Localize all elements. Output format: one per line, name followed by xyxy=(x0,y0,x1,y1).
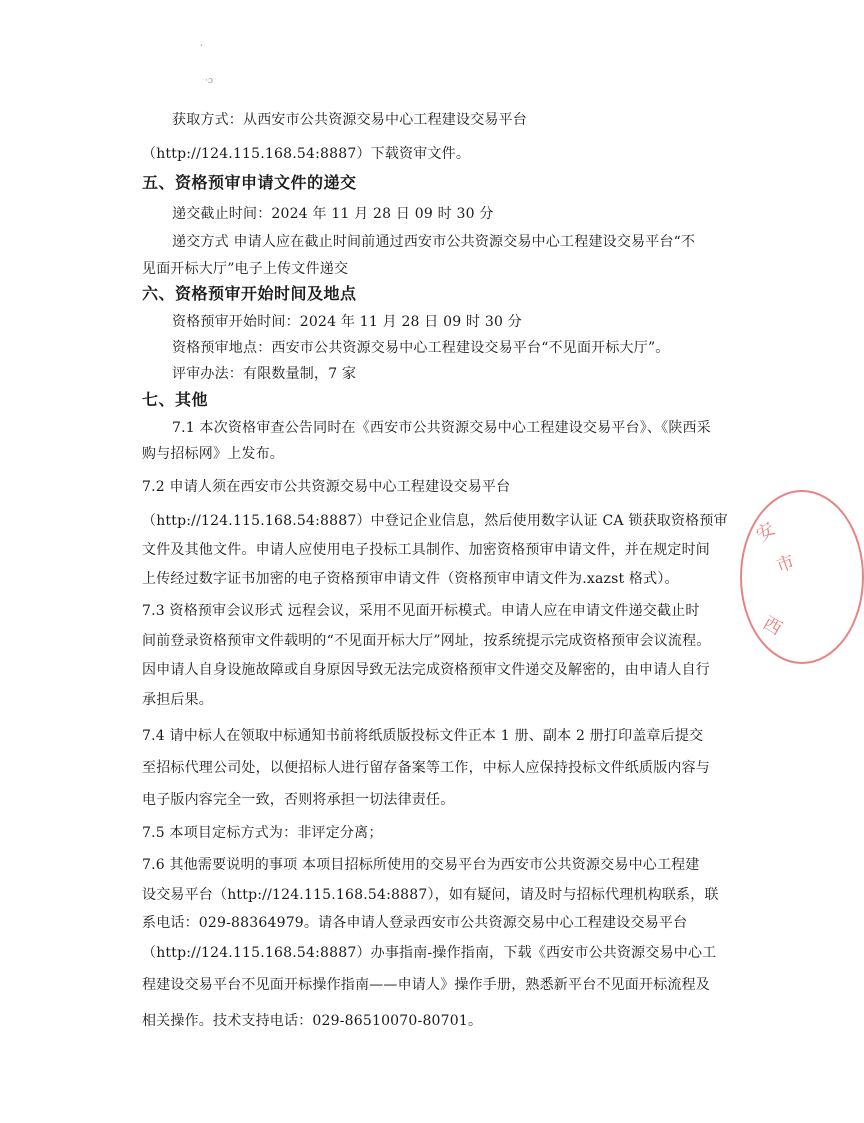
text-line: 设交易平台（http://124.115.168.54:8887），如有疑问，请及时与招标代理机构联系，联 xyxy=(142,887,719,903)
text-line: 7.6 其他需要说明的事项 本项目招标所使用的交易平台为西安市公共资源交易中心工程建 xyxy=(142,857,700,873)
text-line: 文件及其他文件。申请人应使用电子投标工具制作、加密资格预审申请文件，并在规定时间 xyxy=(142,542,710,558)
text-line: 程建设交易平台不见面开标操作指南——申请人》操作手册，熟悉新平台不见面开标流程及 xyxy=(142,977,710,993)
text-line: 间前登录资格预审文件载明的“不见面开标大厅”网址，按系统提示完成资格预审会议流程。 xyxy=(142,633,711,649)
text-line: 系电话：029-88364979。请各申请人登录西安市公共资源交易中心工程建设交易平台 xyxy=(142,915,688,931)
text-line: 电子版内容完全一致，否则将承担一切法律责任。 xyxy=(142,792,455,808)
section-heading: 五、资格预审申请文件的递交 xyxy=(142,173,357,192)
section-heading: 六、资格预审开始时间及地点 xyxy=(142,284,357,303)
text-line: 资格预审开始时间：2024 年 11 月 28 日 09 时 30 分 xyxy=(172,314,522,330)
text-line: 见面开标大厅”电子上传文件递交 xyxy=(142,261,349,277)
text-line: 7.5 本项目定标方式为：非评定分离； xyxy=(142,825,383,841)
text-line: 7.3 资格预审会议形式 远程会议，采用不见面开标模式。申请人应在申请文件递交截止时 xyxy=(142,603,700,619)
red-seal-stamp: 安 市 西 xyxy=(740,490,864,664)
text-line: 递交方式 申请人应在截止时间前通过西安市公共资源交易中心工程建设交易平台“不 xyxy=(172,234,696,250)
section-heading: 七、其他 xyxy=(142,390,209,409)
text-line: 资格预审地点：西安市公共资源交易中心工程建设交易平台“不见面开标大厅”。 xyxy=(172,340,670,356)
text-line: 7.4 请中标人在领取中标通知书前将纸质版投标文件正本 1 册、副本 2 册打印盖章后提交 xyxy=(142,728,704,744)
text-line: 7.2 申请人须在西安市公共资源交易中心工程建设交易平台 xyxy=(142,479,511,495)
text-line: 承担后果。 xyxy=(142,692,213,708)
text-line: 递交截止时间：2024 年 11 月 28 日 09 时 30 分 xyxy=(172,206,494,222)
text-line: 至招标代理公司处，以便招标人进行留存备案等工作，中标人应保持投标文件纸质版内容与 xyxy=(142,760,710,776)
text-line: （http://124.115.168.54:8887）办事指南-操作指南，下载《西安市公共资源交易中心工 xyxy=(142,945,717,961)
text-line: 相关操作。技术支持电话：029-86510070-80701。 xyxy=(142,1013,483,1029)
scan-speck: ·ɔ xyxy=(205,76,213,86)
scan-speck: ' xyxy=(200,44,203,54)
text-line: 7.1 本次资格审查公告同时在《西安市公共资源交易中心工程建设交易平台》、《陕西采 xyxy=(172,420,711,436)
text-line: （http://124.115.168.54:8887）下载资审文件。 xyxy=(142,146,471,162)
text-line: 因申请人自身设施故障或自身原因导致无法完成资格预审文件递交及解密的，由申请人自行 xyxy=(142,662,710,678)
text-line: 评审办法：有限数量制，7 家 xyxy=(172,366,357,382)
text-line: 获取方式：从西安市公共资源交易中心工程建设交易平台 xyxy=(172,112,527,128)
text-line: （http://124.115.168.54:8887）中登记企业信息，然后使用数字认证 CA 锁获取资格预审 xyxy=(142,513,728,529)
text-line: 购与招标网》上发布。 xyxy=(142,446,284,462)
text-line: 上传经过数字证书加密的电子资格预审申请文件（资格预审申请文件为.xazst 格式）。 xyxy=(142,571,679,587)
